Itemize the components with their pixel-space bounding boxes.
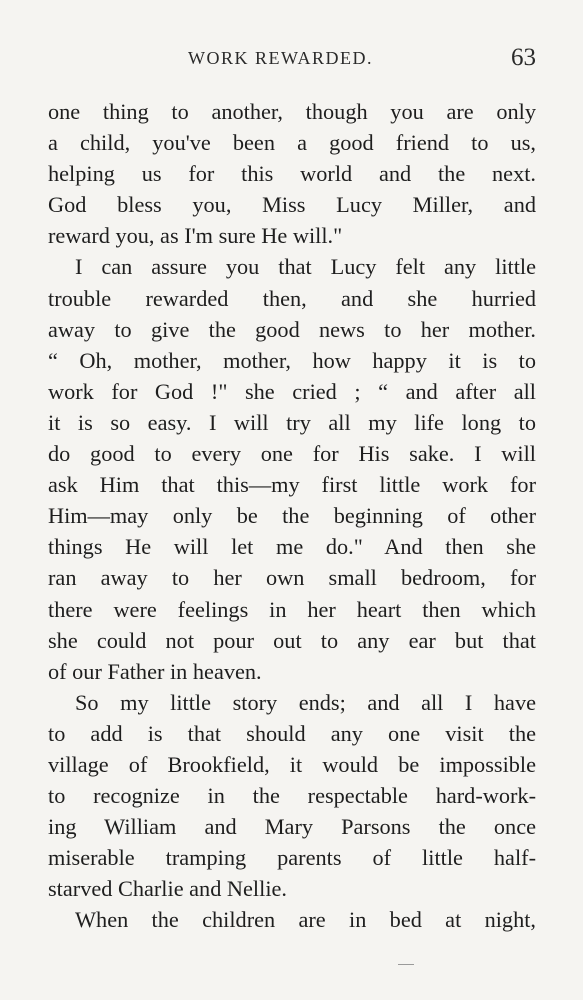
footer-mark	[398, 964, 414, 965]
text-line: So my little story ends; and all I have	[75, 689, 536, 715]
text-line: work for God !" she cried ; “ and after all	[48, 378, 536, 404]
text-line: When the children are in bed at night,	[75, 907, 536, 933]
text-line: village of Brookfield, it would be impossible	[48, 751, 536, 777]
text-line: there were feelings in her heart then which	[48, 596, 536, 622]
text-line: do good to every one for His sake. I will	[48, 441, 536, 467]
text-line: helping us for this world and the next.	[48, 161, 536, 187]
text-line: ing William and Mary Parsons the once	[48, 814, 536, 840]
body-text	[48, 96, 536, 936]
page-number: 63	[511, 44, 536, 71]
text-line: I can assure you that Lucy felt any little	[75, 254, 536, 280]
paragraph-2	[48, 251, 536, 686]
text-line: one thing to another, though you are only	[48, 99, 536, 124]
text-line: starved Charlie and Nellie.	[48, 876, 287, 902]
text-line: “ Oh, mother, mother, how happy it is to	[48, 347, 536, 373]
text-line: miserable tramping parents of little half-	[48, 845, 536, 871]
text-line: away to give the good news to her mother.	[48, 316, 536, 342]
text-line: ran away to her own small bedroom, for	[48, 565, 536, 591]
text-line: God bless you, Miss Lucy Miller, and	[48, 192, 536, 218]
text-line: reward you, as I'm sure He will."	[48, 223, 343, 249]
text-line: to recognize in the respectable hard-work-	[48, 783, 536, 809]
text-line: to add is that should any one visit the	[48, 720, 536, 746]
text-line: it is so easy. I will try all my life long to	[48, 409, 536, 435]
page-header	[48, 46, 538, 76]
paragraph-3	[48, 687, 536, 905]
paragraph-1	[48, 96, 536, 251]
paragraph-4	[48, 904, 536, 935]
text-line: trouble rewarded then, and she hurried	[48, 285, 536, 311]
text-line: of our Father in heaven.	[48, 658, 262, 684]
text-line: things He will let me do." And then she	[48, 534, 536, 560]
text-line: she could not pour out to any ear but that	[48, 627, 536, 653]
text-line: a child, you've been a good friend to us,	[48, 130, 536, 156]
text-line: ask Him that this—my first little work for	[48, 472, 536, 498]
text-line: Him—may only be the beginning of other	[48, 503, 536, 529]
running-head: WORK REWARDED.	[188, 48, 373, 68]
